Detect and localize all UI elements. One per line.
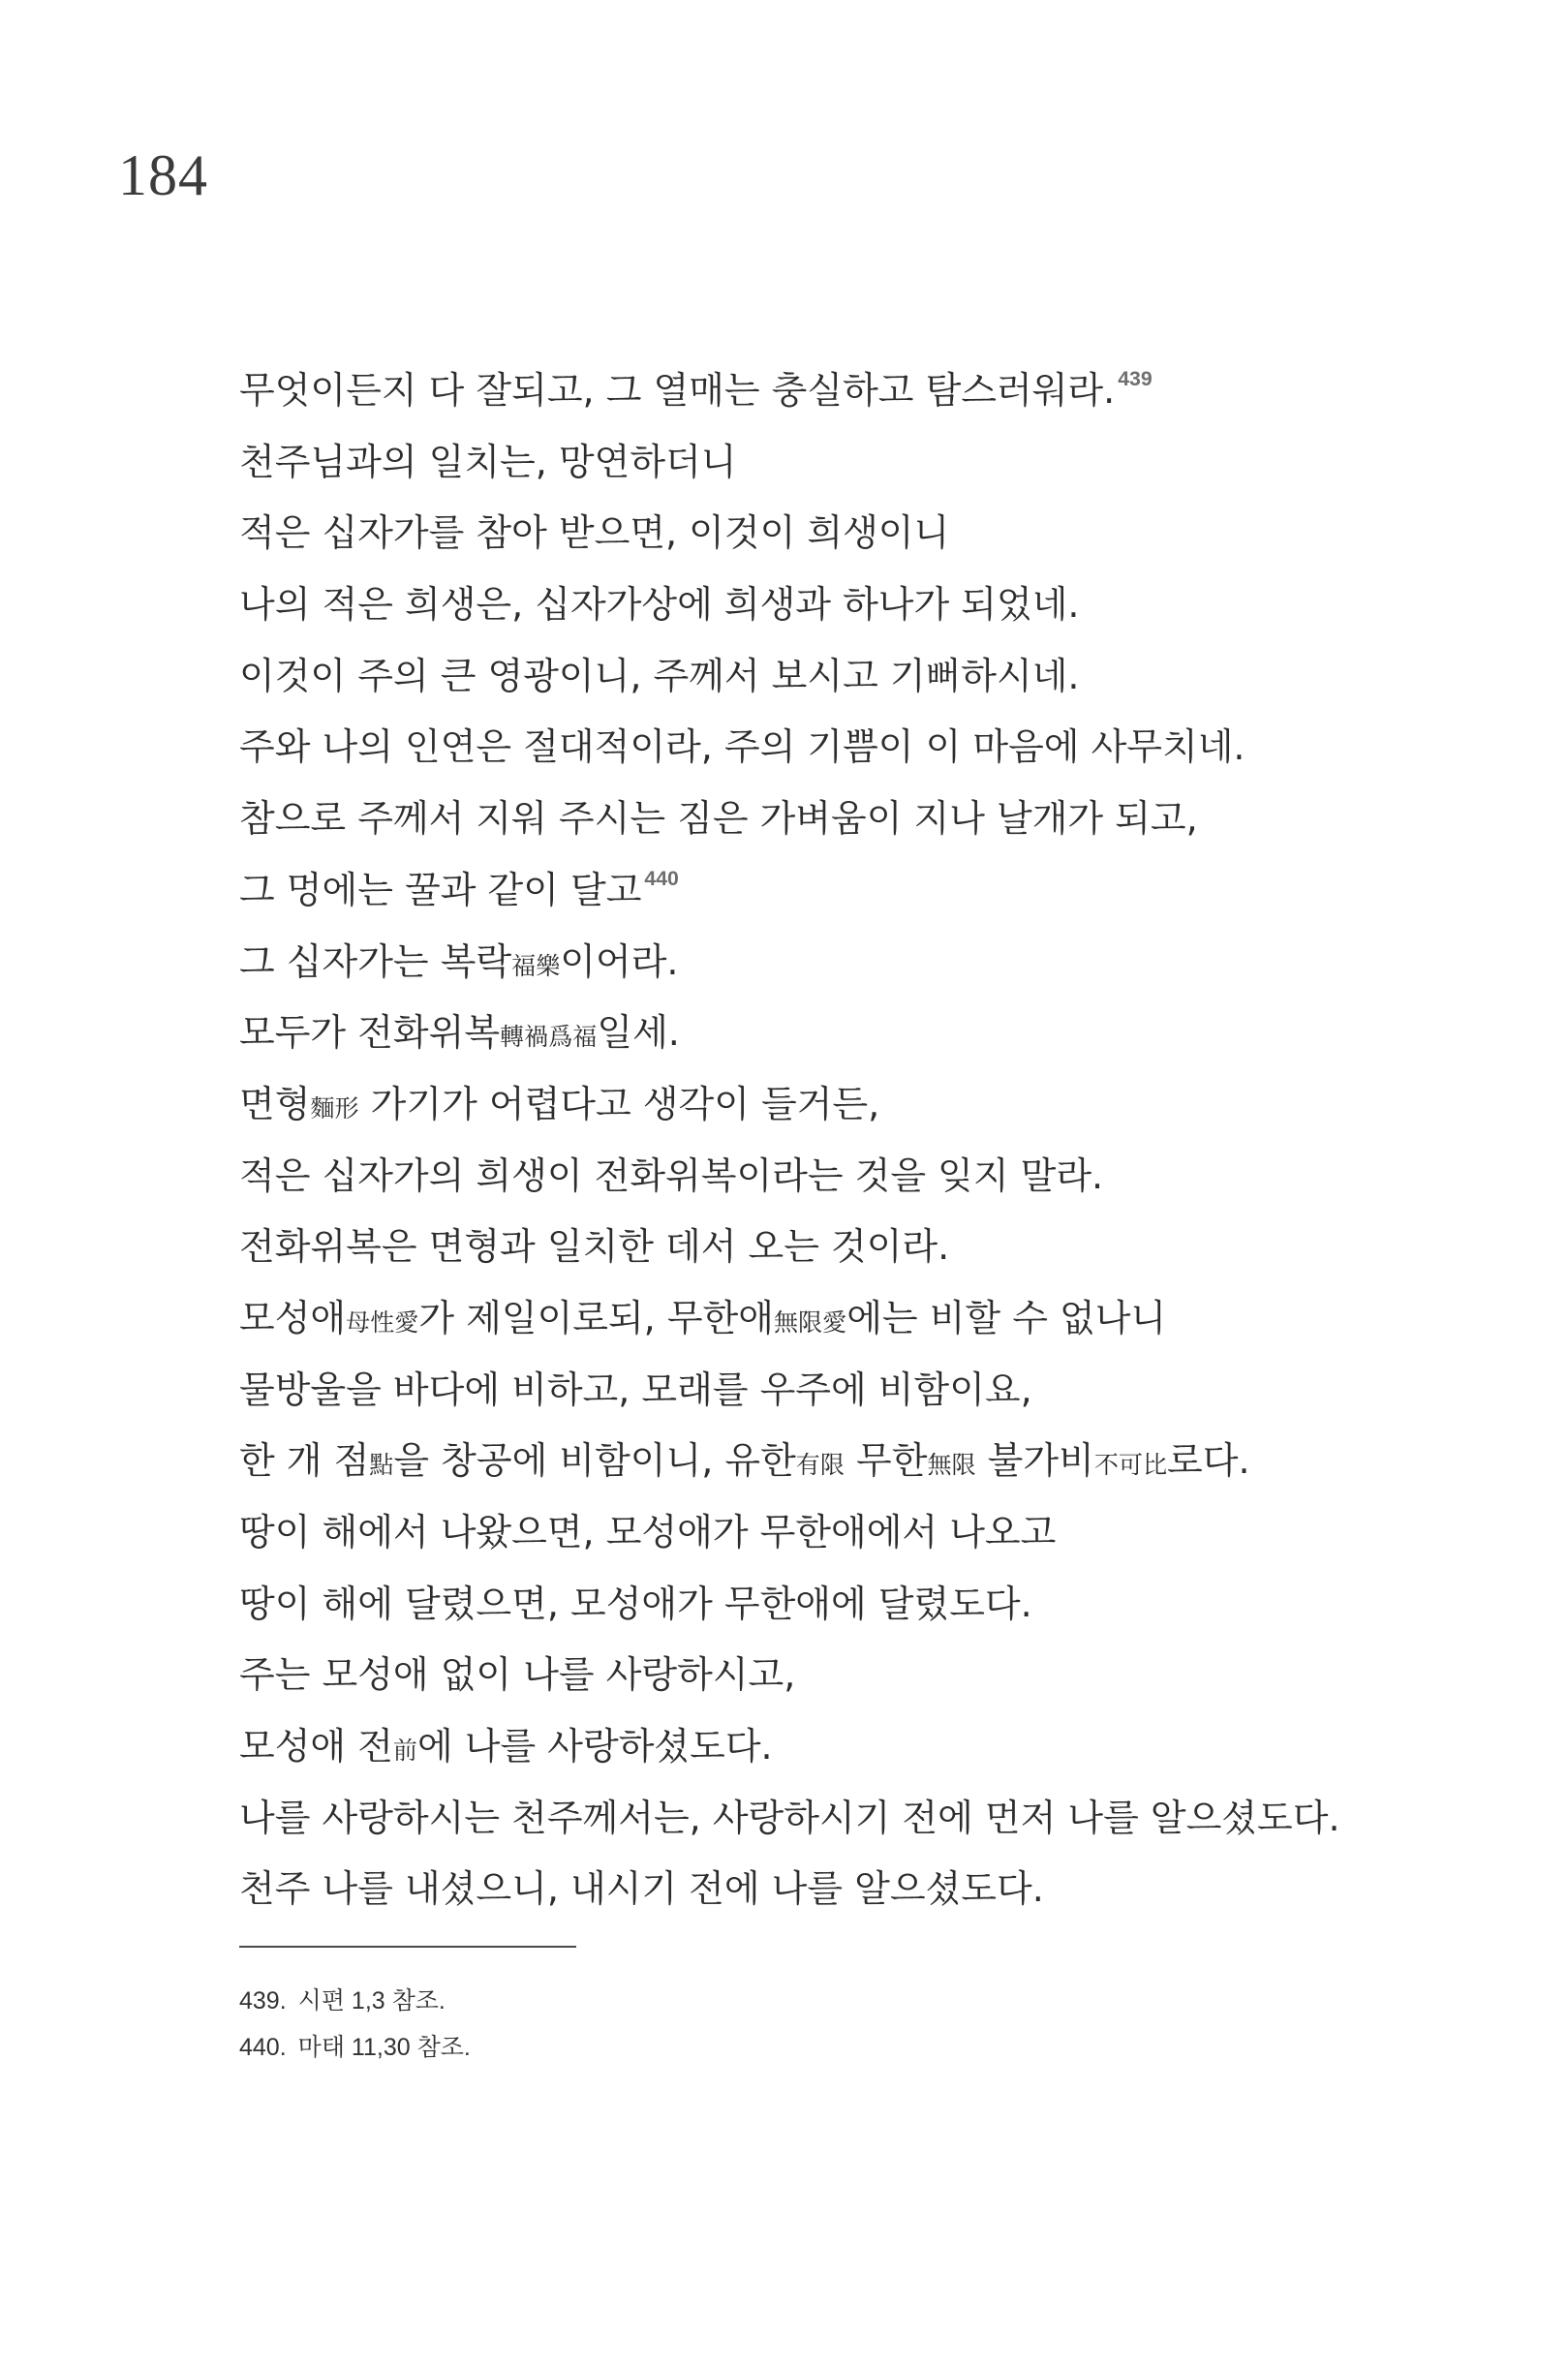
hanja-gloss: 母性愛 — [346, 1307, 419, 1337]
verse-text: 을 창공에 비함이니, 유한 — [393, 1439, 796, 1483]
page-number: 184 — [118, 143, 208, 207]
footnote-number: 440. — [239, 2034, 287, 2061]
verse-text: 나를 사랑하시는 천주께서는, 사랑하시기 전에 먼저 나를 알으셨도다. — [239, 1796, 1340, 1839]
verse-line — [239, 498, 1498, 569]
verse-text: 일세. — [597, 1011, 680, 1055]
hanja-gloss: 無限 — [927, 1451, 976, 1480]
verse-line — [239, 1355, 1498, 1427]
verse-text: 물방울을 바다에 비하고, 모래를 우주에 비함이요, — [239, 1368, 1032, 1411]
verse-text: 모두가 전화위복 — [239, 1011, 501, 1055]
verse-text: 참으로 주께서 지워 주시는 짐은 가벼움이 지나 날개가 되고, — [239, 797, 1198, 841]
verse-text: 불가비 — [975, 1439, 1094, 1483]
footnote-ref: 440 — [644, 866, 679, 890]
verse-text: 주는 모성애 없이 나를 사랑하시고, — [239, 1653, 796, 1697]
verse-text: 무한 — [844, 1439, 928, 1483]
verse-text: 로다. — [1167, 1439, 1250, 1483]
verse-text: 가기가 어렵다고 생각이 들거든, — [358, 1082, 880, 1125]
hanja-gloss: 有限 — [795, 1451, 845, 1480]
verse-text: 면형 — [239, 1082, 311, 1125]
hanja-gloss: 麵形 — [310, 1093, 359, 1122]
verse-text: 그 멍에는 꿀과 같이 달고 — [239, 868, 642, 911]
verse-text: 모성애 전 — [239, 1725, 393, 1768]
verse-text: 가 제일이로되, 무한애 — [418, 1296, 774, 1339]
footnote-number: 439. — [239, 1987, 287, 2014]
hanja-gloss: 不可比 — [1093, 1451, 1168, 1480]
verse-text: 이어라. — [560, 939, 679, 983]
verse-text: 땅이 해에서 나왔으면, 모성애가 무한애에서 나오고 — [239, 1511, 1057, 1553]
hanja-gloss: 點 — [369, 1451, 394, 1480]
footnote-text: 마태 11,30 참조. — [297, 2034, 471, 2061]
verse-line — [239, 1426, 1498, 1497]
verse-text: 적은 십자가를 참아 받으면, 이것이 희생이니 — [239, 511, 950, 555]
hanja-gloss: 前 — [392, 1737, 417, 1766]
verse-text: 나의 적은 희생은, 십자가상에 희생과 하나가 되었네. — [239, 583, 1080, 627]
verse-line — [239, 1640, 1498, 1711]
verse-line — [239, 1497, 1498, 1569]
verse-line — [239, 1783, 1498, 1855]
verse-text: 주와 나의 인연은 절대적이라, 주의 기쁨이 이 마음에 사무치네. — [239, 725, 1245, 769]
verse-line — [239, 427, 1498, 499]
footnote-divider — [239, 1946, 576, 1948]
verse-line — [239, 1569, 1498, 1641]
verse-line — [239, 1711, 1498, 1783]
verse-line — [239, 1212, 1498, 1283]
verse-text: 이것이 주의 큰 영광이니, 주께서 보시고 기뻐하시네. — [239, 654, 1080, 697]
hanja-gloss: 轉禍爲福 — [500, 1023, 598, 1052]
verse-line — [239, 569, 1498, 641]
verse-text: 전화위복은 면형과 일치한 데서 오는 것이라. — [239, 1225, 950, 1269]
verse-text: 천주님과의 일치는, 망연하더니 — [239, 440, 737, 483]
verse-line — [239, 1854, 1498, 1925]
verse-line — [239, 855, 1498, 927]
verse-text: 그 십자가는 복락 — [239, 939, 512, 983]
verse-text: 에는 비할 수 없나니 — [846, 1296, 1167, 1339]
verse-line — [239, 998, 1498, 1069]
verse-line — [239, 927, 1498, 999]
verse-line — [239, 641, 1498, 713]
footnote-440 — [239, 2024, 471, 2071]
verse-text: 무엇이든지 다 잘되고, 그 열매는 충실하고 탐스러워라. — [239, 369, 1116, 412]
footnote-439 — [239, 1978, 471, 2024]
verse-text: 적은 십자가의 희생이 전화위복이라는 것을 잊지 말라. — [239, 1153, 1104, 1197]
verse-line — [239, 784, 1498, 855]
footnotes — [239, 1978, 471, 2071]
footnote-text: 시편 1,3 참조. — [297, 1987, 446, 2014]
hanja-gloss: 無限愛 — [773, 1307, 847, 1337]
verse-line — [239, 355, 1498, 427]
hanja-gloss: 福樂 — [511, 951, 561, 980]
verse-text: 천주 나를 내셨으니, 내시기 전에 나를 알으셨도다. — [239, 1867, 1044, 1911]
verse-line — [239, 712, 1498, 784]
verse-text: 땅이 해에 달렸으면, 모성애가 무한애에 달렸도다. — [239, 1582, 1032, 1625]
verse-text: 모성애 — [239, 1296, 347, 1339]
verse-line — [239, 1283, 1498, 1355]
footnote-ref: 439 — [1118, 366, 1153, 390]
verse-text: 한 개 점 — [239, 1439, 370, 1483]
verse-line — [239, 1141, 1498, 1213]
verse-line — [239, 1069, 1498, 1141]
verse-block — [239, 355, 1498, 1925]
verse-text: 에 나를 사랑하셨도다. — [417, 1725, 773, 1768]
